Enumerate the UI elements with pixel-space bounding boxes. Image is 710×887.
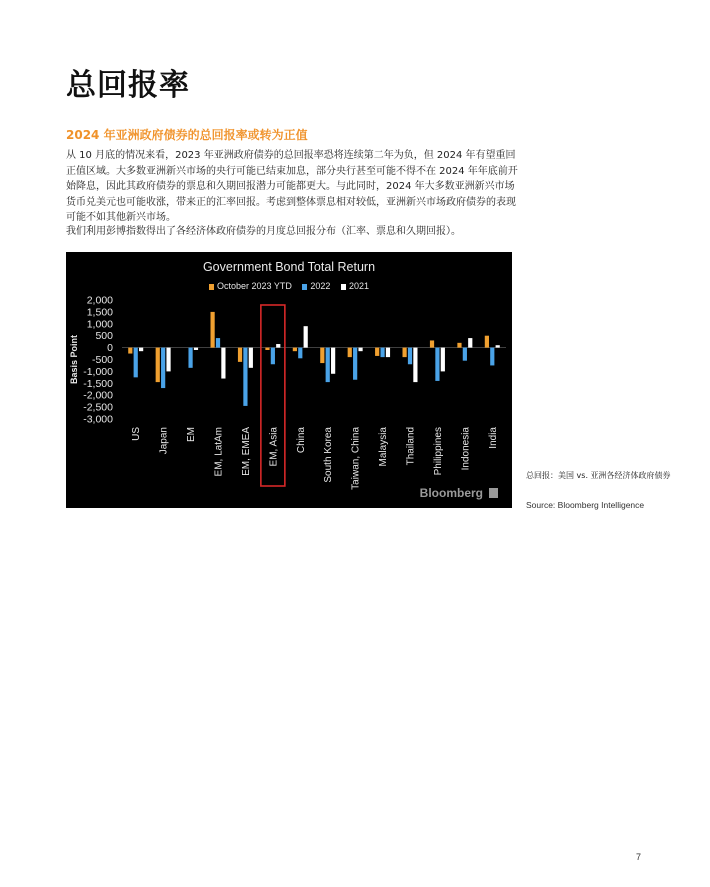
bar-october-2023-ytd	[128, 348, 132, 354]
bar-october-2023-ytd	[457, 343, 461, 348]
x-tick-label: EM, LatAm	[213, 427, 225, 477]
figure-caption: 总回报：美国 vs. 亚洲各经济体政府债券	[526, 471, 671, 480]
y-axis-label: Basis Point	[69, 334, 79, 385]
bar-2022	[243, 348, 247, 406]
y-tick-label: 2,000	[86, 294, 113, 307]
body-paragraph: 我们利用彭博指数得出了各经济体政府债券的月度总回报分布（汇率、票息和久期回报）。	[66, 226, 461, 237]
bar-october-2023-ytd	[238, 348, 242, 362]
bar-2022	[134, 348, 138, 378]
x-tick-label: Indonesia	[460, 427, 472, 471]
bar-2022	[463, 348, 467, 361]
bar-2022	[188, 348, 192, 368]
bar-2022	[380, 348, 384, 358]
x-tick-label: EM, EMEA	[240, 427, 252, 476]
x-tick-label: Japan	[158, 427, 170, 455]
chart-title: Government Bond Total Return	[202, 260, 376, 274]
bar-2022	[326, 348, 330, 383]
legend-label: October 2023 YTD	[217, 281, 292, 291]
x-tick-label: South Korea	[323, 427, 335, 483]
bar-october-2023-ytd	[320, 348, 324, 363]
section-title: 2024 年亚洲政府债券的总回报率或转为正值	[66, 128, 308, 142]
x-tick-label: Thailand	[405, 427, 417, 466]
y-tick-label: -2,000	[83, 389, 113, 402]
bar-2021	[139, 348, 143, 352]
y-tick-label: 500	[95, 330, 113, 343]
bar-2022	[490, 348, 494, 366]
bar-october-2023-ytd	[348, 348, 352, 358]
x-tick-label: EM, Asia	[268, 427, 280, 467]
bar-2021	[166, 348, 170, 372]
legend-label: 2021	[348, 281, 369, 291]
y-tick-label: -3,000	[83, 413, 113, 426]
y-tick-label: -1,500	[83, 377, 113, 390]
bar-2021	[413, 348, 417, 383]
x-tick-label: Taiwan, China	[350, 427, 362, 490]
bar-october-2023-ytd	[485, 336, 489, 348]
bar-2022	[161, 348, 165, 388]
bar-2022	[216, 338, 220, 348]
y-tick-label: 1,500	[86, 306, 113, 319]
bar-october-2023-ytd	[265, 348, 269, 350]
bar-october-2023-ytd	[430, 340, 434, 347]
y-tick-label: -1,000	[83, 365, 113, 378]
bar-2022	[298, 348, 302, 359]
y-tick-label: -2,500	[83, 401, 113, 414]
bar-2021	[331, 348, 335, 374]
x-tick-label: US	[131, 427, 143, 441]
x-tick-label: Philippines	[432, 427, 444, 476]
y-tick-label: 1,000	[86, 318, 113, 331]
bar-2021	[358, 348, 362, 352]
bar-2021	[468, 338, 472, 348]
bloomberg-logo	[420, 486, 498, 500]
bar-2021	[194, 348, 198, 350]
bar-2021	[304, 326, 308, 347]
bar-2021	[221, 348, 225, 379]
bar-2022	[435, 348, 439, 381]
figure-source: Source: Bloomberg Intelligence	[526, 500, 645, 510]
bar-2021	[249, 348, 253, 368]
bar-october-2023-ytd	[375, 348, 379, 356]
bar-chart	[66, 252, 512, 508]
body-paragraph: 从 10 月底的情况来看，2023 年亚洲政府债券的总回报率恐将连续第二年为负，但 2024 年有望重回正值区域。大多数亚洲新兴市场的央行可能已结束加息，部分央行甚至可能不得不在 2024 年年底前开始降息，因此其政府债券的票息和久期回报潜力可能都更大。与此同时，2024 年大多数亚洲新兴市场货币兑美元也可能收涨，带来正的汇率回报。考虑到整体票息相对较低，亚洲新兴市场政府债券的表现可能不如其他新兴市场。	[66, 150, 518, 223]
bar-october-2023-ytd	[293, 348, 297, 352]
x-tick-label: EM	[186, 427, 198, 442]
page-title: 总回报率	[66, 68, 190, 103]
y-tick-label: -500	[91, 354, 113, 366]
x-tick-label: India	[487, 427, 499, 449]
bar-2021	[386, 348, 390, 358]
y-tick-label: 0	[107, 342, 113, 355]
bar-2022	[271, 348, 275, 365]
page-number: 7	[636, 852, 642, 862]
brand-name: Bloomberg	[419, 486, 483, 500]
bar-october-2023-ytd	[156, 348, 160, 383]
bar-2021	[441, 348, 445, 372]
x-tick-label: Malaysia	[378, 427, 390, 467]
bar-2021	[276, 344, 280, 348]
bloomberg-icon	[489, 488, 498, 498]
bar-october-2023-ytd	[403, 348, 407, 358]
chart-panel	[66, 252, 512, 508]
bar-october-2023-ytd	[211, 312, 215, 348]
bar-2022	[353, 348, 357, 380]
x-tick-label: China	[295, 427, 307, 454]
bar-2021	[496, 345, 500, 347]
legend-label: 2022	[310, 281, 331, 291]
bar-2022	[408, 348, 412, 365]
